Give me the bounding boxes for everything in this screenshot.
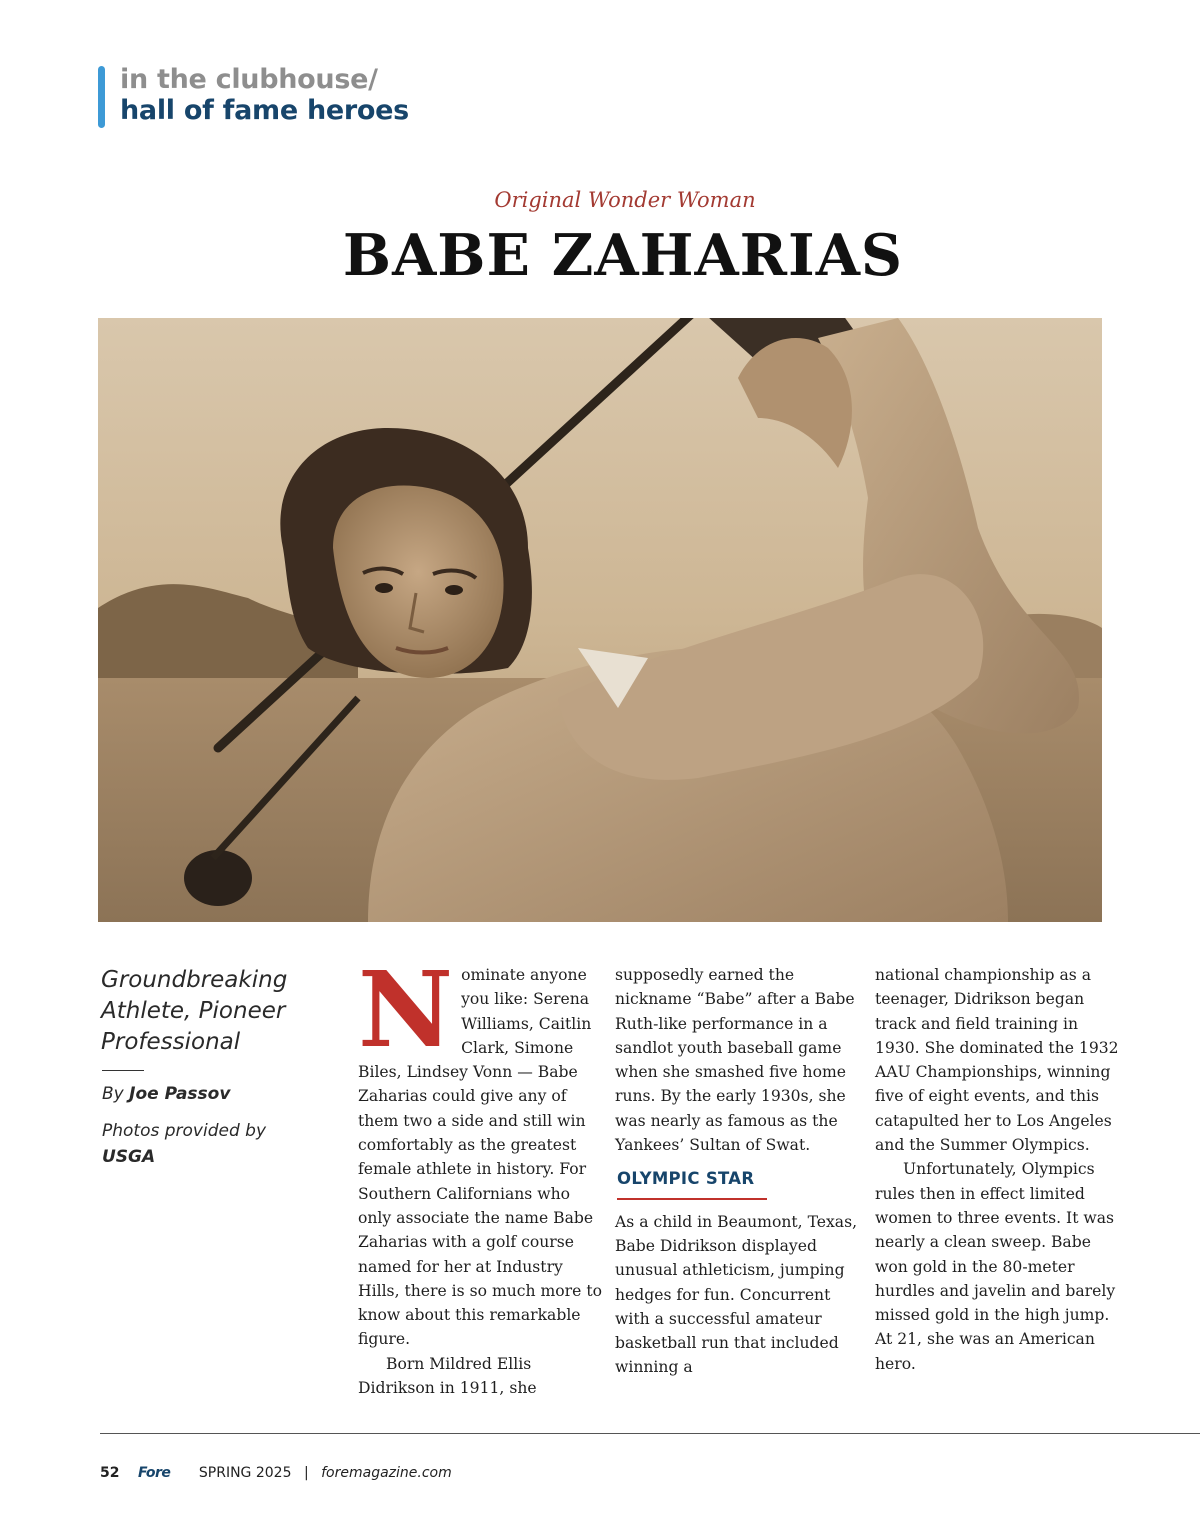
hero-photo <box>98 318 1102 922</box>
article-headline: BABE ZAHARIAS <box>342 222 904 289</box>
body-paragraph: supposedly earned the nickname “Babe” after a Babe Ruth-like performance in a sandlot youth baseball game when she smashed five home runs. By the early 1930s, she was nearly as famous as the Yankees’ Sultan of Swat. <box>615 966 855 1155</box>
byline <box>102 1084 230 1104</box>
body-paragraph: ominate anyone you like: Serena Williams, Caitlin Clark, Simone Biles, Lindsey Vonn — Babe Zaharias could give any of them two a side and still win comfortably as the greatest female athlete in history. For Southern Californians who only associate the name Babe Zaharias with a golf course named for her at Industry Hills, there is so much more to know about this remarkable figure. <box>358 966 602 1349</box>
section-sublabel: hall of fame heroes <box>120 95 409 126</box>
body-column-2 <box>615 963 863 1380</box>
footer-divider <box>100 1433 1200 1434</box>
golfer-portrait-illustration <box>98 318 1102 922</box>
drop-cap: N <box>358 948 454 1071</box>
body-paragraph: Born Mildred Ellis Didrikson in 1911, she <box>358 1354 537 1398</box>
article-kicker: Original Wonder Woman <box>494 188 756 212</box>
issue-label: SPRING 2025 <box>198 1465 292 1481</box>
photo-credit <box>102 1118 282 1170</box>
subhead: OLYMPIC STAR <box>617 1167 767 1199</box>
body-column-3 <box>875 963 1123 1376</box>
page-footer <box>100 1465 452 1481</box>
article-deck: Groundbreaking Athlete, Pioneer Professional <box>101 967 288 1055</box>
author-name: Joe Passov <box>129 1084 231 1104</box>
brand-logo: Fore <box>137 1465 171 1481</box>
section-label: in the clubhouse/ <box>120 64 378 95</box>
body-paragraph: As a child in Beaumont, Texas, Babe Didrikson displayed unusual athleticism, jumping hedges for fun. Concurrent with a successful amateur basketball run that included winning a <box>615 1212 858 1377</box>
body-paragraph: national championship as a teenager, Didrikson began track and field training in 1930. She dominated the 1932 AAU Championships, winning five of eight events, and this catapulted her to Los Angeles and the Summer Olympics. <box>875 966 1119 1155</box>
credit-org: USGA <box>102 1147 156 1167</box>
footer-separator: | <box>303 1465 309 1481</box>
section-accent-bar <box>98 66 105 128</box>
website-link[interactable]: foremagazine.com <box>321 1465 452 1481</box>
page-number: 52 <box>100 1465 120 1481</box>
credit-prefix: Photos provided by <box>102 1121 267 1141</box>
byline-prefix: By <box>102 1084 124 1104</box>
body-column-1 <box>358 948 606 1400</box>
deck-divider <box>102 1070 144 1071</box>
body-paragraph: Unfortunately, Olympics rules then in effect limited women to three events. It was nearly a clean sweep. Babe won gold in the 80-meter hurdles and javelin and barely missed gold in the high jump. At 21, she was an American hero. <box>875 1160 1116 1373</box>
